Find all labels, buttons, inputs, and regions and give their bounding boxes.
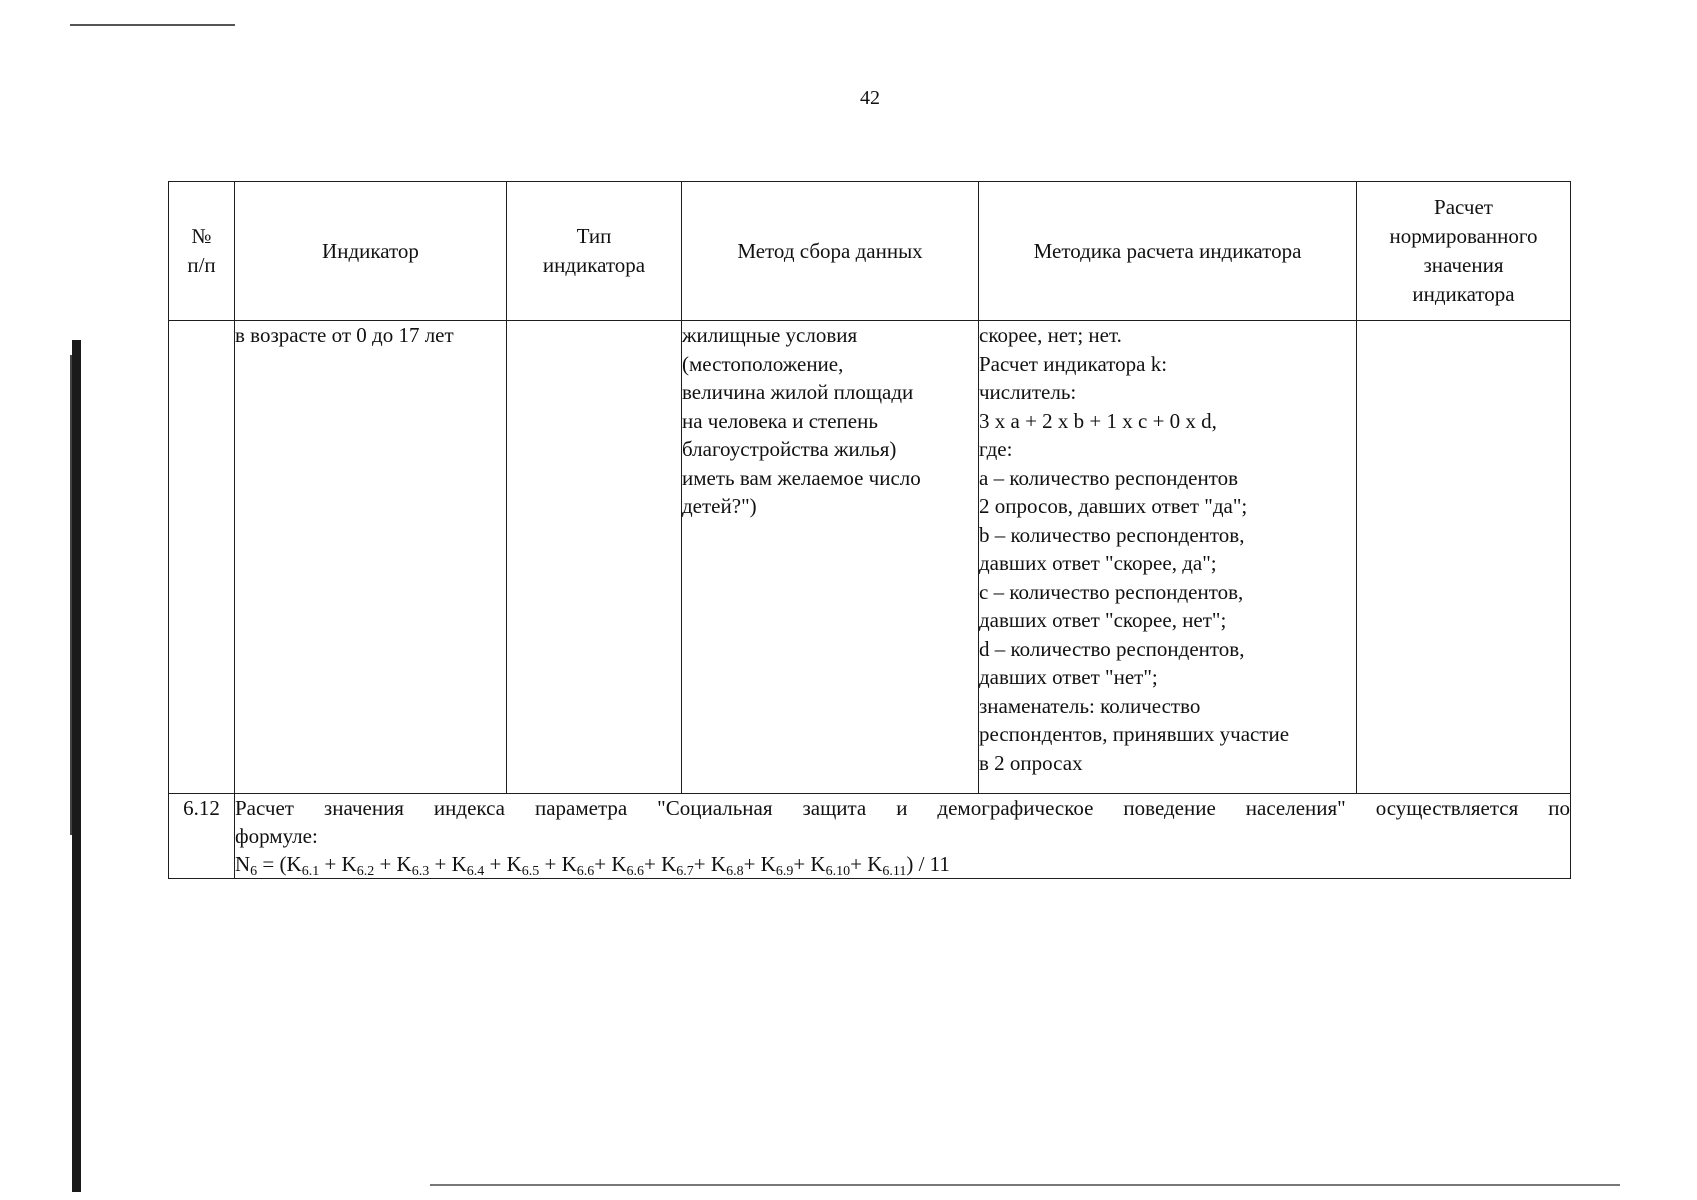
formula-divisor: ) / 11: [906, 852, 950, 876]
total-description-line2: формуле:: [235, 824, 318, 848]
formula-operator: +: [693, 852, 711, 876]
formula-term: K: [810, 852, 826, 876]
formula-term: K: [760, 852, 776, 876]
formula-term-subscript: 6.1: [301, 864, 320, 879]
index-formula: [235, 850, 1570, 878]
formula-equals: = (: [257, 852, 287, 876]
formula-operator: +: [793, 852, 811, 876]
total-description-line1: Расчет значения индекса параметра "Социальная защита и демографическое поведение населения" осуществляется по: [235, 796, 1570, 820]
formula-operator: +: [429, 852, 452, 876]
page-number: 42: [860, 87, 880, 109]
formula-operator: +: [374, 852, 397, 876]
cell-total-number: 6.12: [169, 794, 235, 879]
cell-calculation-method: скорее, нет; нет. Расчет индикатора k: числитель: 3 x a + 2 x b + 1 x c + 0 x d, где: a – количество респондентов 2 опросов, давших ответ "да"; b – количество респондентов, давших ответ "скорее, да"; с – количество респондентов, давших ответ "скорее, нет"; d – количество респондентов, давших ответ "нет"; знаменатель: количество респондентов, принявших участие в 2 опросах: [979, 321, 1357, 794]
formula-operator: +: [539, 852, 562, 876]
formula-operator: +: [319, 852, 342, 876]
header-number: № п/п: [169, 182, 235, 321]
formula-term-subscript: 6.4: [466, 864, 485, 879]
formula-term-subscript: 6.5: [521, 864, 540, 879]
formula-operator: +: [743, 852, 761, 876]
formula-term-subscript: 6.11: [882, 864, 907, 879]
cell-indicator-type: [507, 321, 682, 794]
table-row-continuation: [169, 321, 1571, 794]
cell-number: [169, 321, 235, 794]
formula-operator: +: [850, 852, 868, 876]
header-data-collection-method: Метод сбора данных: [682, 182, 979, 321]
formula-term: K: [451, 852, 467, 876]
formula-term: K: [661, 852, 677, 876]
formula-operator: +: [644, 852, 662, 876]
cell-indicator: в возрасте от 0 до 17 лет: [235, 321, 507, 794]
cell-data-collection-method: жилищные условия (местоположение, величина жилой площади на человека и степень благоустройства жилья) иметь вам желаемое число детей?"): [682, 321, 979, 794]
formula-term: K: [611, 852, 627, 876]
formula-term: K: [286, 852, 302, 876]
formula-term: K: [396, 852, 412, 876]
scan-artifact-line-top: [70, 24, 235, 26]
header-calculation-method: Методика расчета индикатора: [979, 182, 1357, 321]
formula-lhs: N: [235, 852, 251, 876]
table-header-row: [169, 182, 1571, 321]
indicator-table: [168, 181, 1571, 879]
header-normalized-value: Расчет нормированного значения индикатора: [1357, 182, 1571, 321]
scan-artifact-line-bottom: [430, 1184, 1620, 1186]
formula-term-subscript: 6.9: [775, 864, 794, 879]
cell-normalized-value: [1357, 321, 1571, 794]
table-row-total: [169, 794, 1571, 879]
formula-term: K: [561, 852, 577, 876]
formula-operator: +: [484, 852, 507, 876]
scan-binding-thin-line: [70, 355, 72, 835]
formula-term: K: [506, 852, 522, 876]
header-indicator: Индикатор: [235, 182, 507, 321]
scan-binding-edge: [72, 340, 81, 1192]
formula-term-subscript: 6.7: [676, 864, 694, 879]
formula-operator: +: [594, 852, 612, 876]
formula-term: K: [341, 852, 357, 876]
formula-term-subscript: 6.2: [356, 864, 375, 879]
header-indicator-type: Тип индикатора: [507, 182, 682, 321]
formula-lhs-subscript: 6: [250, 864, 258, 879]
formula-term-subscript: 6.6: [626, 864, 645, 879]
formula-term-subscript: 6.8: [726, 864, 744, 879]
formula-term: K: [867, 852, 883, 876]
formula-term-subscript: 6.3: [411, 864, 430, 879]
formula-term-subscript: 6.6: [576, 864, 595, 879]
formula-term: K: [710, 852, 727, 876]
formula-term-subscript: 6.10: [825, 864, 851, 879]
cell-total-formula-description: [235, 794, 1571, 879]
